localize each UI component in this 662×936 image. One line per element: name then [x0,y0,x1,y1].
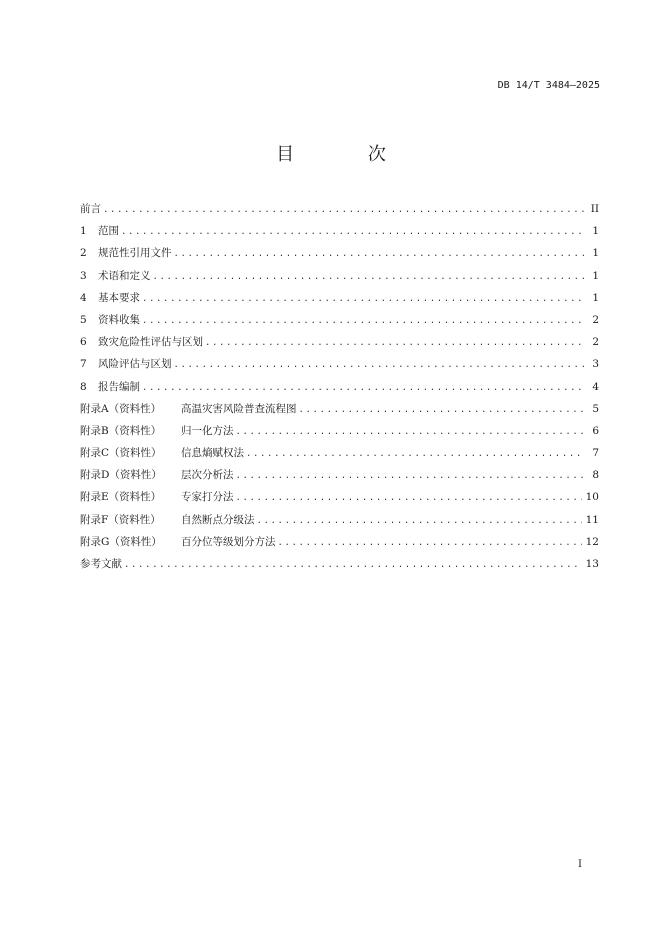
toc-entry-appendix-g[interactable] [80,531,599,553]
toc-entry-terms-definitions[interactable] [80,265,599,287]
toc-leader-dots [142,310,585,332]
toc-entry-label: 1 范围 [80,225,119,238]
toc-leader-dots [124,554,582,576]
toc-entry-normative-references[interactable] [80,242,599,264]
toc-entry-label: 5 资料收集 [80,313,140,326]
toc-page-number: 13 [585,558,599,570]
toc-leader-dots [174,354,586,376]
toc-leader-dots [236,487,582,509]
toc-entry-label: 7 风险评估与区划 [80,358,172,371]
toc-entry-appendix-c[interactable] [80,442,599,464]
toc-page-number: II [590,203,599,215]
toc-page-number: 11 [585,513,599,526]
toc-entry-report-compilation[interactable] [80,376,599,398]
toc-leader-dots [246,443,585,465]
toc-leader-dots [142,377,585,399]
toc-leader-dots [236,465,586,487]
toc-leader-dots [142,288,585,310]
toc-entry-data-collection[interactable] [80,309,599,331]
toc-entry-label: 前言 [80,203,101,215]
toc-leader-dots [299,399,586,421]
toc-entry-appendix-a[interactable] [80,398,599,420]
toc-entry-appendix-b[interactable] [80,420,599,442]
toc-entry-label: 附录E（资料性） 专家打分法 [80,491,234,504]
toc-entry-label: 附录F（资料性） 自然断点分级法 [80,513,255,526]
toc-entry-label: 2 规范性引用文件 [80,247,172,260]
toc-entry-label: 附录B（资料性） 归一化方法 [80,424,234,437]
toc-entry-label: 6 致灾危险性评估与区划 [80,336,203,349]
toc-entry-label: 3 术语和定义 [80,269,151,282]
toc-page-number: 10 [585,491,599,504]
toc-page-number: 7 [592,447,599,460]
toc-entry-label: 8 报告编制 [80,380,140,393]
toc-leader-dots [257,510,582,532]
toc-page-number: 1 [592,247,599,260]
toc-entry-appendix-f[interactable] [80,509,599,531]
toc-entry-label: 附录C（资料性） 信息熵赋权法 [80,447,244,460]
toc-page-number: 6 [592,424,599,437]
toc-entry-label: 附录A（资料性） 高温灾害风险普查流程图 [80,402,297,415]
toc-leader-dots [278,532,582,554]
toc-entry-appendix-d[interactable] [80,464,599,486]
toc-page-number: 1 [592,291,599,304]
toc-entry-hazard-assessment[interactable] [80,331,599,353]
toc-entry-label: 附录D（资料性） 层次分析法 [80,469,234,482]
toc-entry-basic-requirements[interactable] [80,287,599,309]
toc-entry-risk-assessment[interactable] [80,353,599,375]
toc-entry-label: 参考文献 [80,558,122,570]
toc-page-number: 1 [592,225,599,238]
toc-leader-dots [236,421,586,443]
toc-page-number: 1 [592,269,599,282]
toc-entry-foreword[interactable] [80,198,599,220]
page-number: I [578,859,582,870]
toc-title: 目 次 [276,144,420,165]
toc-entry-bibliography[interactable] [80,553,599,575]
toc-page-number: 2 [592,313,599,326]
toc-page-number: 8 [592,469,599,482]
toc-page-number: 12 [585,535,599,548]
toc-page-number: 3 [592,358,599,371]
toc-leader-dots [205,332,585,354]
toc-leader-dots [121,221,585,243]
toc-entry-appendix-e[interactable] [80,486,599,508]
toc-entry-scope[interactable] [80,220,599,242]
toc-leader-dots [153,266,586,288]
toc-leader-dots [103,199,585,221]
document-code: DB 14/T 3484—2025 [497,80,600,91]
toc-page-number: 4 [592,380,599,393]
toc-page-number: 2 [592,336,599,349]
toc-page-number: 5 [592,402,599,415]
toc-entry-label: 4 基本要求 [80,291,140,304]
table-of-contents [80,198,599,575]
toc-leader-dots [174,243,586,265]
toc-entry-label: 附录G（资料性） 百分位等级划分方法 [80,535,276,548]
